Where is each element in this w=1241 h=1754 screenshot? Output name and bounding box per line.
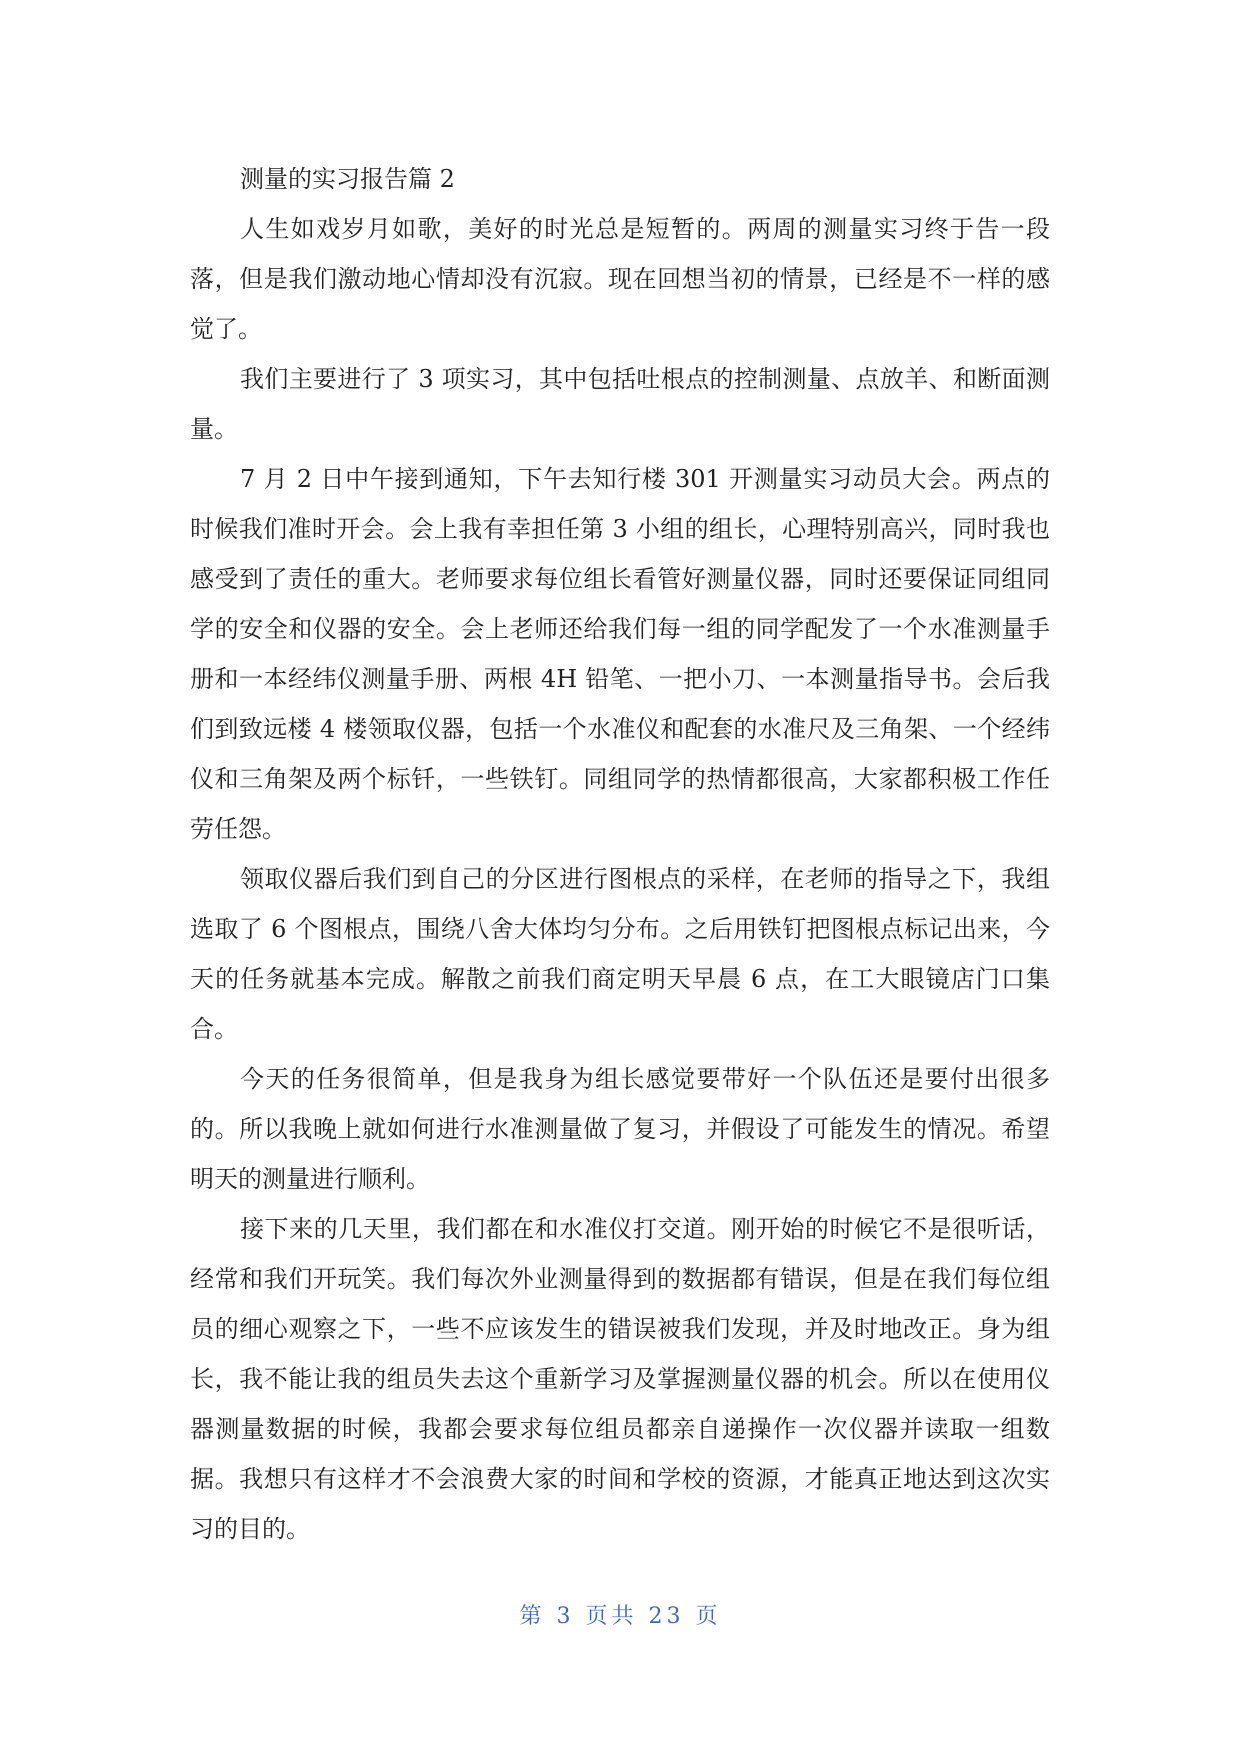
current-page-number: 3 xyxy=(556,1604,575,1629)
footer-suffix: 页 xyxy=(695,1604,722,1629)
paragraph-6: 接下来的几天里，我们都在和水准仪打交道。刚开始的时候它不是很听话，经常和我们开玩笑。我们每次外业测量得到的数据都有错误，但是在我们每位组员的细心观察之下，一些不应该发生的错误被我们发现，并及时地改正。身为组长，我不能让我的组员失去这个重新学习及掌握测量仪器的机会。所以在使用仪器测量数据的时候，我都会要求每位组员都亲自递操作一次仪器并读取一组数据。我想只有这样才不会浪费大家的时间和学校的资源，才能真正地达到这次实习的目的。 xyxy=(190,1215,1050,1543)
section-title: 测量的实习报告篇 2 xyxy=(240,165,455,193)
paragraph-1: 人生如戏岁月如歌，美好的时光总是短暂的。两周的测量实习终于告一段落，但是我们激动地心情却没有沉寂。现在回想当初的情景，已经是不一样的感觉了。 xyxy=(190,215,1050,343)
paragraph-5: 今天的任务很简单，但是我身为组长感觉要带好一个队伍还是要付出很多的。所以我晚上就如何进行水准测量做了复习，并假设了可能发生的情况。希望明天的测量进行顺利。 xyxy=(190,1065,1050,1193)
paragraph-3: 7 月 2 日中午接到通知，下午去知行楼 301 开测量实习动员大会。两点的时候我们准时开会。会上我有幸担任第 3 小组的组长，心理特别高兴，同时我也感受到了责任的重大。老师要求每位组长看管好测量仪器，同时还要保证同组同学的安全和仪器的安全。会上老师还给我们每一组的同学配发了一个水准测量手册和一本经纬仪测量手册、两根 4H 铅笔、一把小刀、一本测量指导书。会后我们到致远楼 4 楼领取仪器，包括一个水准仪和配套的水准尺及三角架、一个经纬仪和三角架及两个标钎，一些铁钉。同组同学的热情都很高，大家都积极工作任劳任怨。 xyxy=(190,465,1050,843)
footer-prefix: 第 xyxy=(519,1604,546,1629)
paragraph-4: 领取仪器后我们到自己的分区进行图根点的采样，在老师的指导之下，我组选取了 6 个图根点，围绕八舍大体均匀分布。之后用铁钉把图根点标记出来，今天的任务就基本完成。解散之前我们商定明天早晨 6 点，在工大眼镜店门口集合。 xyxy=(190,865,1050,1043)
page-number-footer xyxy=(0,1602,1241,1632)
document-body xyxy=(190,154,1050,1554)
footer-middle: 页共 xyxy=(585,1604,638,1629)
total-page-count: 23 xyxy=(648,1604,685,1629)
paragraph-2: 我们主要进行了 3 项实习，其中包括吐根点的控制测量、点放羊、和断面测量。 xyxy=(190,365,1050,443)
